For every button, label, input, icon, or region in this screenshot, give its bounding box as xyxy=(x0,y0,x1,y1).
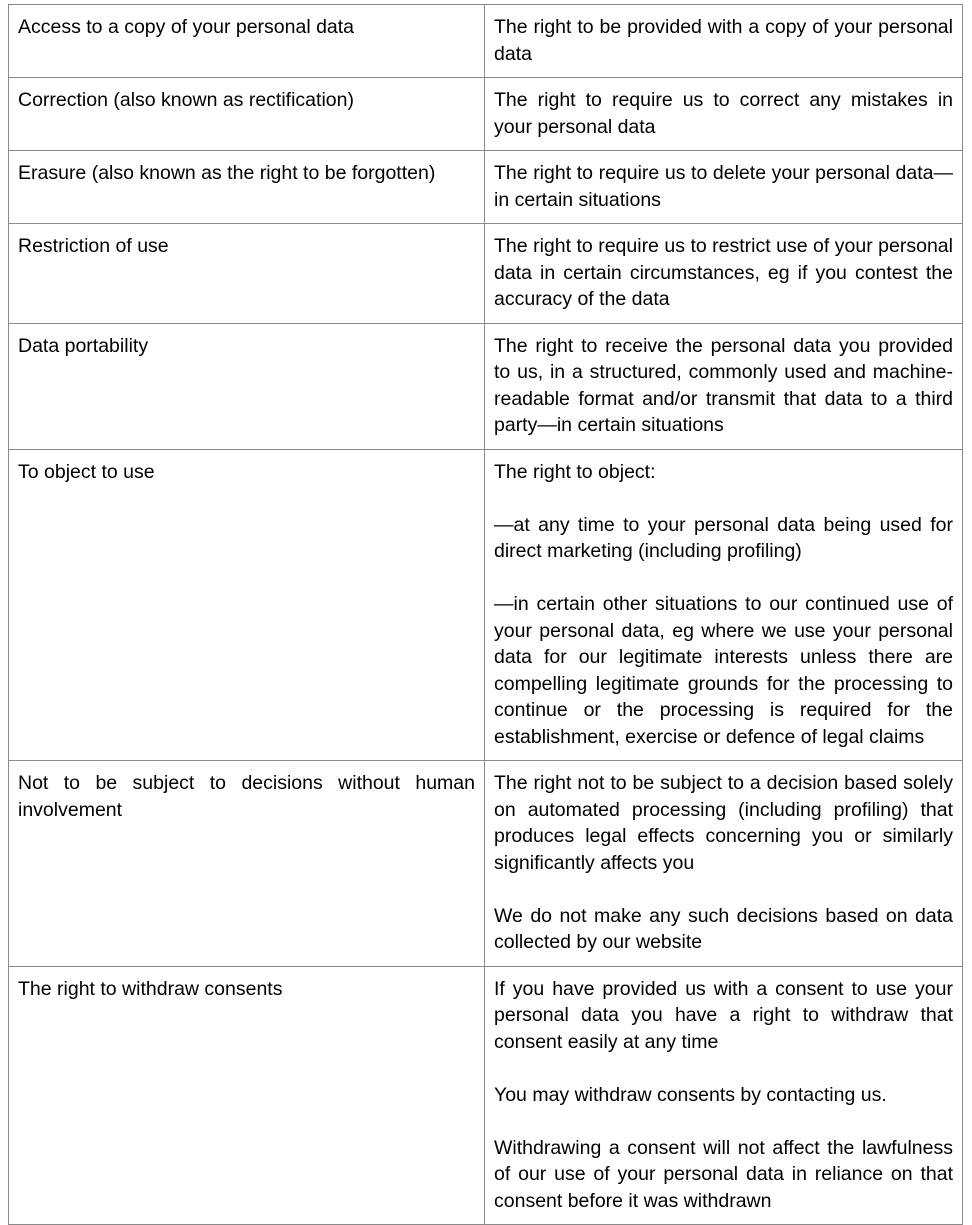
right-name: Data portability xyxy=(18,334,149,357)
table-row xyxy=(9,761,963,967)
right-name: Correction (also known as rectification) xyxy=(18,89,354,111)
right-name: Not to be subject to decisions without human involvement xyxy=(18,772,475,821)
table-row xyxy=(9,224,963,324)
table-row xyxy=(9,966,963,1225)
table-row xyxy=(9,449,963,761)
right-description-cell xyxy=(485,761,963,967)
right-name-cell xyxy=(9,78,485,151)
right-name: To object to use xyxy=(18,460,155,483)
description-paragraph: The right to require us to restrict use of your personal data in certain circumstances, eg if you contest the accuracy of the data xyxy=(494,235,953,310)
description-paragraph: You may withdraw consents by contacting us. xyxy=(494,1083,887,1106)
right-description-cell xyxy=(485,5,963,78)
rights-table xyxy=(8,4,963,1225)
table-row xyxy=(9,151,963,224)
right-name-cell xyxy=(9,151,485,224)
right-description-cell xyxy=(485,966,963,1225)
right-name-cell xyxy=(9,966,485,1225)
description-paragraph: —at any time to your personal data being used for direct marketing (including profiling) xyxy=(494,513,953,562)
right-description-cell xyxy=(485,449,963,761)
description-paragraph: If you have provided us with a consent to use your personal data you have a right to withdraw that consent easily at any time xyxy=(494,977,953,1053)
right-name-cell xyxy=(9,323,485,449)
description-paragraph: The right to be provided with a copy of your personal data xyxy=(494,16,953,65)
description-paragraph: The right not to be subject to a decision based solely on automated processing (including profiling) that produces legal effects concerning you or similarly significantly affects you xyxy=(494,772,953,874)
right-description-cell xyxy=(485,151,963,224)
right-name: Erasure (also known as the right to be forgotten) xyxy=(18,162,436,184)
description-paragraph: The right to receive the personal data you provided to us, in a structured, commonly used and machine-readable format and/or transmit that data to a third party—in certain situations xyxy=(494,334,953,436)
table-row xyxy=(9,78,963,151)
description-paragraph: The right to require us to correct any mistakes in your personal data xyxy=(494,89,953,138)
description-paragraph: The right to object: xyxy=(494,460,656,483)
right-name: Access to a copy of your personal data xyxy=(18,16,355,38)
table-row xyxy=(9,323,963,449)
description-paragraph: We do not make any such decisions based on data collected by our website xyxy=(494,904,953,953)
description-paragraph: The right to require us to delete your personal data—in certain situations xyxy=(494,162,953,211)
table-row xyxy=(9,5,963,78)
right-description-cell xyxy=(485,323,963,449)
right-name: The right to withdraw consents xyxy=(18,977,283,1000)
right-name-cell xyxy=(9,761,485,967)
right-description-cell xyxy=(485,78,963,151)
right-description-cell xyxy=(485,224,963,324)
right-name-cell xyxy=(9,449,485,761)
description-paragraph: —in certain other situations to our continued use of your personal data, eg where we use your personal data for our legitimate interests unless there are compelling legitimate grounds for the processing to continue or the processing is required for the establishment, exercise or defence of legal claims xyxy=(494,593,953,748)
right-name-cell xyxy=(9,224,485,324)
right-name: Restriction of use xyxy=(18,235,169,257)
description-paragraph: Withdrawing a consent will not affect the lawfulness of our use of your personal data in reliance on that consent before it was withdrawn xyxy=(494,1136,953,1212)
right-name-cell xyxy=(9,5,485,78)
